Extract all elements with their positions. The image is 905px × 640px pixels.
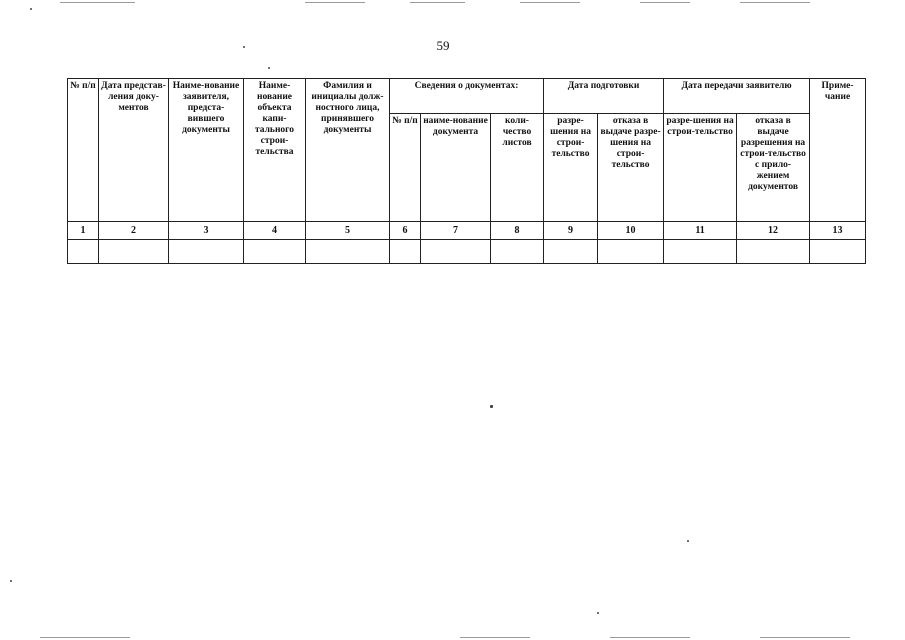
scan-edge-line bbox=[410, 2, 465, 3]
header-group-documents: Сведения о документах: bbox=[390, 79, 544, 114]
scan-edge-line bbox=[60, 2, 135, 3]
header-prep-refusal: отказа в выдаче разре-шения на строи-тельство bbox=[598, 114, 664, 222]
scan-speck bbox=[10, 580, 12, 582]
empty-cell bbox=[390, 240, 421, 264]
scan-edge-line bbox=[40, 637, 130, 638]
scan-edge-line bbox=[740, 2, 810, 3]
header-docs-name: наиме-нование документа bbox=[421, 114, 491, 222]
column-number-cell: 9 bbox=[544, 222, 598, 240]
empty-cell bbox=[244, 240, 306, 264]
empty-cell bbox=[306, 240, 390, 264]
column-number-cell: 10 bbox=[598, 222, 664, 240]
header-col-object-name: Наиме-нование объекта капи-тального строи-тельства bbox=[244, 79, 306, 222]
header-group-preparation-date: Дата подготовки bbox=[544, 79, 664, 114]
scan-speck bbox=[597, 612, 599, 614]
column-number-cell: 4 bbox=[244, 222, 306, 240]
scan-speck bbox=[490, 405, 493, 408]
empty-cell bbox=[421, 240, 491, 264]
column-number-cell: 1 bbox=[68, 222, 99, 240]
scan-edge-line bbox=[520, 2, 580, 3]
header-col-note: Приме-чание bbox=[810, 79, 866, 222]
column-number-cell: 13 bbox=[810, 222, 866, 240]
header-group-transfer-date: Дата передачи заявителю bbox=[664, 79, 810, 114]
empty-cell bbox=[491, 240, 544, 264]
empty-cell bbox=[810, 240, 866, 264]
scan-edge-line bbox=[460, 637, 530, 638]
scan-edge-line bbox=[610, 637, 690, 638]
empty-cell bbox=[169, 240, 244, 264]
header-col-submission-date: Дата представ-ления доку-ментов bbox=[99, 79, 169, 222]
column-number-cell: 12 bbox=[737, 222, 810, 240]
header-col-number: № п/п bbox=[68, 79, 99, 222]
scan-edge-line bbox=[305, 2, 365, 3]
scan-speck bbox=[687, 540, 689, 542]
scan-speck bbox=[30, 8, 32, 10]
column-number-cell: 5 bbox=[306, 222, 390, 240]
column-number-cell: 8 bbox=[491, 222, 544, 240]
empty-cell bbox=[598, 240, 664, 264]
column-number-cell: 2 bbox=[99, 222, 169, 240]
scan-speck bbox=[268, 67, 270, 69]
column-number-cell: 11 bbox=[664, 222, 737, 240]
header-col-applicant: Наиме-нование заявителя, предста-вившего документы bbox=[169, 79, 244, 222]
header-prep-permit: разре-шения на строи-тельство bbox=[544, 114, 598, 222]
page-number: 59 bbox=[436, 38, 450, 53]
empty-cell bbox=[99, 240, 169, 264]
column-number-cell: 6 bbox=[390, 222, 421, 240]
header-col-official: Фамилия и инициалы долж-ностного лица, принявшего документы bbox=[306, 79, 390, 222]
scan-edge-line bbox=[640, 2, 690, 3]
header-docs-number: № п/п bbox=[390, 114, 421, 222]
registration-table bbox=[67, 78, 866, 264]
empty-cell bbox=[737, 240, 810, 264]
header-transfer-permit: разре-шения на строи-тельство bbox=[664, 114, 737, 222]
scan-edge-line bbox=[760, 637, 850, 638]
column-number-cell: 3 bbox=[169, 222, 244, 240]
empty-cell bbox=[664, 240, 737, 264]
header-transfer-refusal: отказа в выдаче разрешения на строи-тельство с прило-жением документов bbox=[737, 114, 810, 222]
empty-cell bbox=[68, 240, 99, 264]
header-docs-sheet-count: коли-чество листов bbox=[491, 114, 544, 222]
column-number-cell: 7 bbox=[421, 222, 491, 240]
table-row bbox=[68, 240, 866, 264]
empty-cell bbox=[544, 240, 598, 264]
